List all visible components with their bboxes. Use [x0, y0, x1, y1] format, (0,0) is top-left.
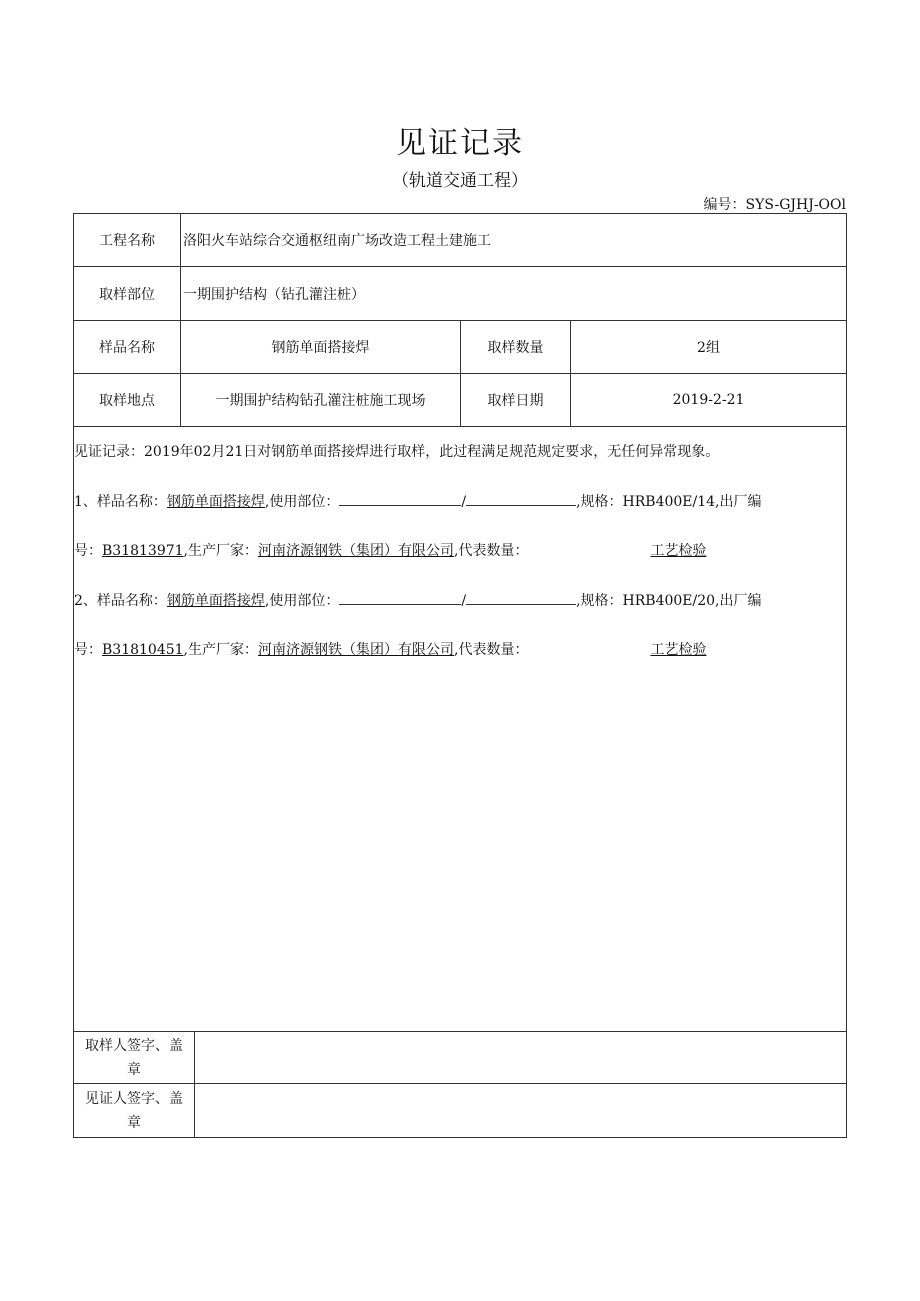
record-item-2-use-blank-1 [339, 590, 461, 605]
sample-location-label: 取样地点 [74, 374, 181, 427]
sample-date-value: 2019-2-21 [571, 374, 847, 427]
record-item-2-no: B31810451 [102, 642, 184, 658]
page-subtitle: （轨道交通工程） [392, 171, 528, 191]
record-item-2-no-label: 号： [74, 642, 102, 658]
sample-name-label: 样品名称 [74, 321, 181, 374]
record-item-1-slash: / [461, 494, 467, 510]
record-item-2-use-label: ,使用部位： [264, 593, 340, 609]
witness-signature-label-line-1: 见证人签字、盖 [85, 1090, 183, 1107]
record-item-2-line-1 [74, 590, 846, 611]
project-name-value: 洛阳火车站综合交通枢纽南广场改造工程土建施工 [181, 214, 847, 267]
sampler-signature-label-line-2: 章 [127, 1061, 141, 1078]
sample-info-table [73, 213, 847, 1032]
record-item-1-rep: 工艺检验 [650, 543, 707, 559]
record-item-2-spec: ,规格：HRB400E/20,出厂编 [576, 593, 762, 609]
record-item-1-no-label: 号： [74, 543, 102, 559]
record-item-1-use-label: ,使用部位： [264, 494, 340, 510]
record-item-1-use-blank-1 [339, 491, 461, 506]
record-item-2-name: 钢筋单面搭接焊 [166, 593, 265, 609]
record-item-1-prefix: 1、样品名称： [74, 494, 167, 510]
record-item-1-maker-label: ,生产厂家： [183, 543, 258, 559]
document-number: 编号：SYS-GJHJ-OOl [703, 197, 846, 213]
record-item-2-slash: / [461, 593, 467, 609]
record-item-1-line-2 [74, 541, 846, 561]
sample-part-label: 取样部位 [74, 267, 181, 321]
record-item-1-name: 钢筋单面搭接焊 [166, 494, 265, 510]
record-item-1-rep-label: ,代表数量： [454, 543, 529, 559]
record-item-2-line-2 [74, 640, 846, 660]
sample-date-label: 取样日期 [461, 374, 571, 427]
record-item-2-maker-label: ,生产厂家： [183, 642, 258, 658]
sampler-signature-label-line-1: 取样人签字、盖 [85, 1037, 183, 1054]
sample-name-value: 钢筋单面搭接焊 [181, 321, 461, 374]
witness-signature-label [74, 1084, 195, 1138]
signature-table [73, 1031, 847, 1138]
sample-qty-value: 2组 [571, 321, 847, 374]
record-item-2-maker: 河南济源钢铁（集团）有限公司 [258, 642, 454, 658]
record-item-2-use-blank-2 [466, 590, 576, 605]
witness-signature-label-line-2: 章 [127, 1114, 141, 1131]
record-item-2-prefix: 2、样品名称： [74, 593, 167, 609]
witness-signature-field[interactable] [195, 1084, 847, 1138]
witness-record-area [74, 427, 847, 1032]
sample-location-value: 一期围护结构钻孔灌注桩施工现场 [181, 374, 461, 427]
sampler-signature-label [74, 1032, 195, 1084]
record-item-1-no: B31813971 [102, 543, 184, 559]
record-item-2-rep-label: ,代表数量： [454, 642, 529, 658]
project-name-label: 工程名称 [74, 214, 181, 267]
sample-qty-label: 取样数量 [461, 321, 571, 374]
record-item-2-rep: 工艺检验 [650, 642, 707, 658]
page-title: 见证记录 [396, 126, 524, 161]
sample-part-value: 一期围护结构（钻孔灌注桩） [181, 267, 847, 321]
record-item-1-maker: 河南济源钢铁（集团）有限公司 [258, 543, 454, 559]
record-intro: 见证记录：2019年02月21日对钢筋单面搭接焊进行取样，此过程满足规范规定要求，无任何异常现象。 [74, 444, 720, 460]
record-item-1-spec: ,规格：HRB400E/14,出厂编 [576, 494, 762, 510]
record-item-1-line-1 [74, 491, 846, 512]
record-item-1-use-blank-2 [466, 491, 576, 506]
sampler-signature-field[interactable] [195, 1032, 847, 1084]
